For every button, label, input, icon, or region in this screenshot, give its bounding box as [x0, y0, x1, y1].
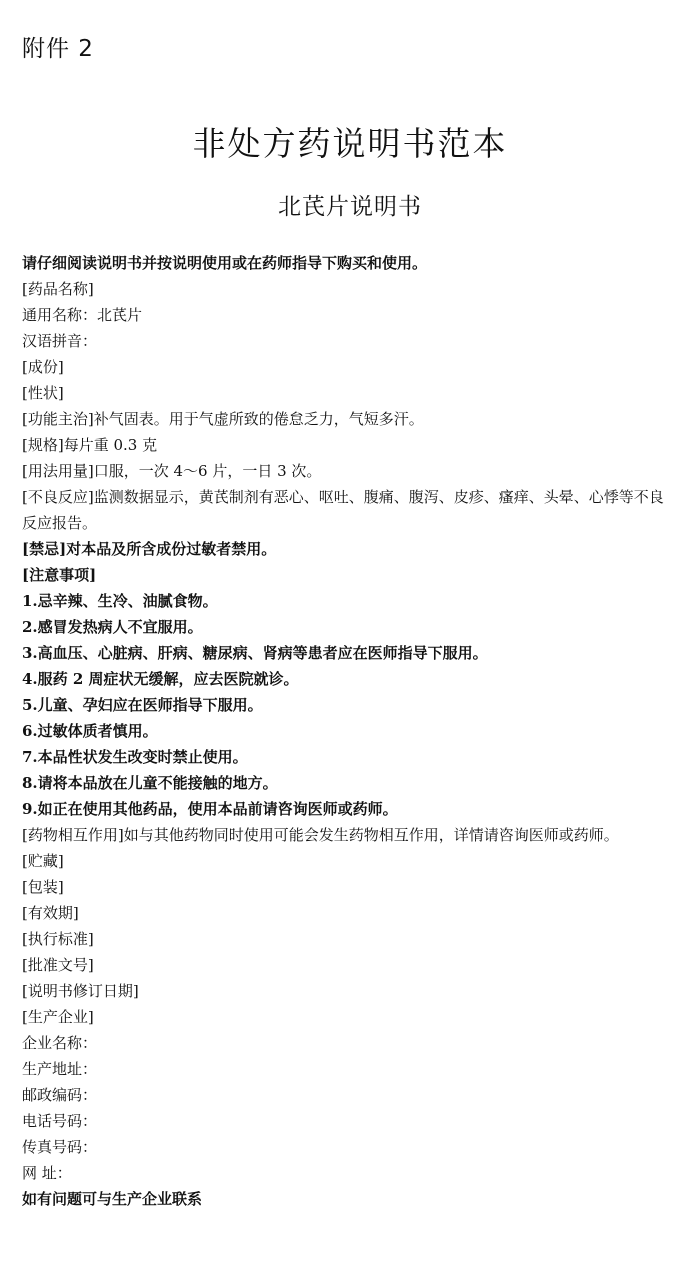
precaution-item: 7.本品性状发生改变时禁止使用。	[22, 748, 248, 766]
pinyin-name: 汉语拼音：	[22, 332, 98, 350]
precautions-section: [注意事项]	[22, 566, 97, 584]
precaution-item: 1.忌辛辣、生冷、油腻食物。	[22, 592, 218, 610]
standard-section: [执行标准]	[22, 930, 94, 948]
storage-section: [贮藏]	[22, 852, 64, 870]
company-name-field: 企业名称：	[22, 1034, 98, 1052]
document-subtitle: 北芪片说明书	[278, 194, 422, 220]
generic-name: 通用名称：北芪片	[22, 306, 143, 324]
precaution-item: 5.儿童、孕妇应在医师指导下服用。	[22, 696, 263, 714]
adverse-reactions-section: [不良反应]监测数据显示，黄芪制剂有恶心、呕吐、腹痛、腹泻、皮疹、瘙痒、头晕、心悸等不良反应报告。	[22, 488, 664, 532]
annex-label: 附件 2	[22, 36, 94, 62]
specification-section: [规格]每片重 0.3 克	[22, 436, 158, 454]
precaution-item: 4.服药 2 周症状无缓解，应去医院就诊。	[22, 670, 299, 688]
indications-section: [功能主治]补气固表。用于气虚所致的倦怠乏力，气短多汗。	[22, 410, 424, 428]
approval-section: [批准文号]	[22, 956, 94, 974]
precaution-item: 3.高血压、心脏病、肝病、糖尿病、肾病等患者应在医师指导下服用。	[22, 644, 488, 662]
revision-date-section: [说明书修订日期]	[22, 982, 139, 1000]
precaution-item: 9.如正在使用其他药品，使用本品前请咨询医师或药师。	[22, 800, 398, 818]
page-title: 非处方药说明书范本	[192, 124, 508, 163]
precaution-item: 2.感冒发热病人不宜服用。	[22, 618, 203, 636]
drug-name-section: [药品名称]	[22, 280, 94, 298]
address-field: 生产地址：	[22, 1060, 98, 1078]
contact-notice: 如有问题可与生产企业联系	[22, 1190, 203, 1208]
website-field: 网 址：	[22, 1164, 72, 1182]
manufacturer-section: [生产企业]	[22, 1008, 94, 1026]
instruction-body	[22, 250, 672, 1212]
validity-section: [有效期]	[22, 904, 79, 922]
postcode-field: 邮政编码：	[22, 1086, 98, 1104]
ingredients-section: [成份]	[22, 358, 64, 376]
character-section: [性状]	[22, 384, 64, 402]
contraindications-section: [禁忌]对本品及所含成份过敏者禁用。	[22, 540, 277, 558]
dosage-section: [用法用量]口服，一次 4～6 片，一日 3 次。	[22, 462, 322, 480]
fax-field: 传真号码：	[22, 1138, 98, 1156]
interactions-section: [药物相互作用]如与其他药物同时使用可能会发生药物相互作用，详情请咨询医师或药师。	[22, 826, 619, 844]
precaution-item: 6.过敏体质者慎用。	[22, 722, 158, 740]
reading-notice: 请仔细阅读说明书并按说明使用或在药师指导下购买和使用。	[22, 254, 428, 272]
package-section: [包装]	[22, 878, 64, 896]
phone-field: 电话号码：	[22, 1112, 98, 1130]
precaution-item: 8.请将本品放在儿童不能接触的地方。	[22, 774, 278, 792]
